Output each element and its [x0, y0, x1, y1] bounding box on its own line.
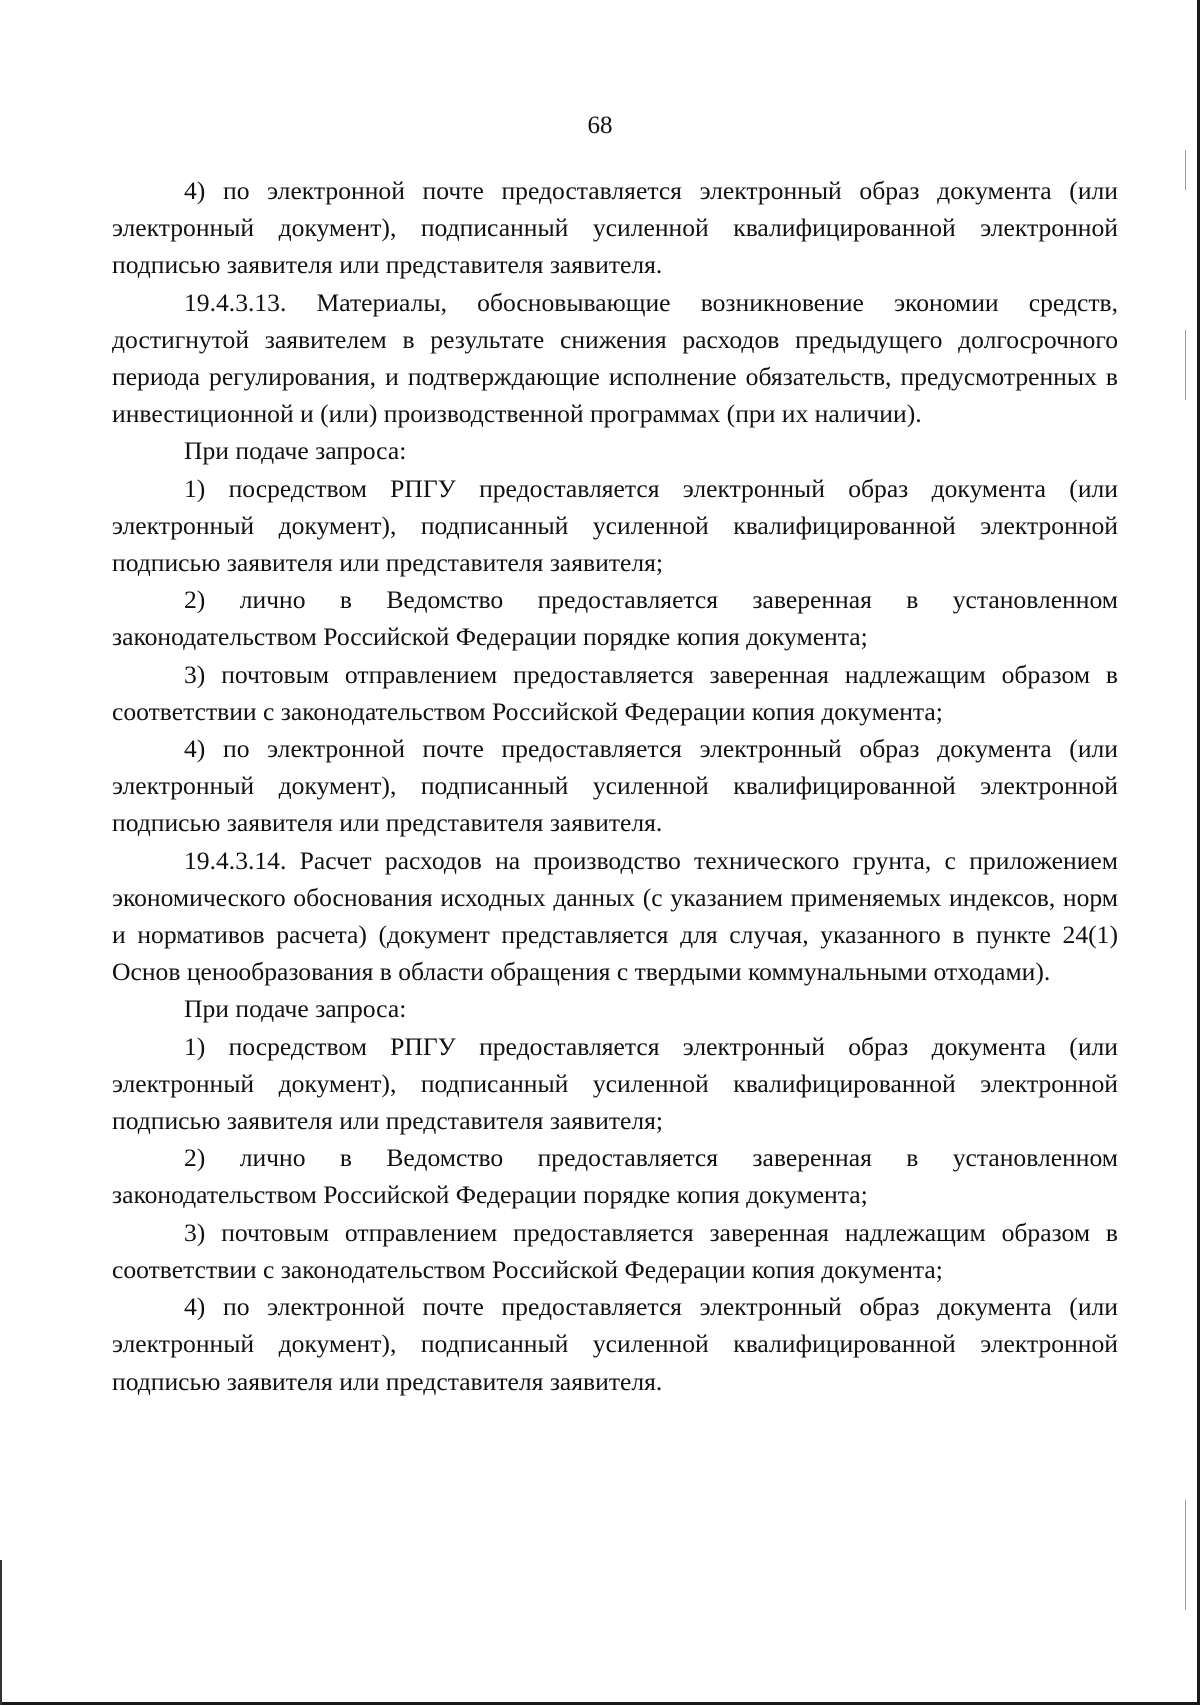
- paragraph-item-3-post-2: 3) почтовым отправлением предоставляется заверенная надлежащим образом в соответствии с законодательством Российской Федерации копия документа;: [112, 1217, 1118, 1284]
- document-body: [112, 172, 1118, 1400]
- paragraph-item-2-in-person-2: 2) лично в Ведомство предоставляется заверенная в установленном законодательством Российской Федерации порядке копия документа;: [112, 1143, 1118, 1210]
- paragraph-item-4-email-3: 4) по электронной почте предоставляется электронный образ документа (или электронный документ), подписанный усиленной квалифицированной электронной подписью заявителя или представителя заявителя.: [112, 1292, 1118, 1396]
- paragraph-item-4-email-2: 4) по электронной почте предоставляется электронный образ документа (или электронный документ), подписанный усиленной квалифицированной электронной подписью заявителя или представителя заявителя.: [112, 734, 1118, 838]
- paragraph-clause-19-4-3-13: 19.4.3.13. Материалы, обосновывающие возникновение экономии средств, достигнутой заявителем в результате снижения расходов предыдущего долгосрочного периода регулирования, и подтверждающие исполнение обязательств, предусмотренных в инвестиционной и (или) производственной программах (при их наличии).: [112, 287, 1118, 429]
- paragraph-submission-heading-1: При подаче запроса:: [184, 436, 407, 466]
- paragraph-item-2-in-person-1: 2) лично в Ведомство предоставляется заверенная в установленном законодательством Российской Федерации порядке копия документа;: [112, 585, 1118, 652]
- paragraph-submission-heading-2: При подаче запроса:: [184, 994, 407, 1024]
- scan-artifact-line: [1185, 330, 1186, 400]
- paragraph-clause-19-4-3-14: 19.4.3.14. Расчет расходов на производство технического грунта, с приложением экономического обоснования исходных данных (с указанием применяемых индексов, норм и нормативов расчета) (документ представляется для случая, указанного в пункте 24(1) Основ ценообразования в области обращения с твердыми коммунальными отходами).: [112, 845, 1118, 987]
- scan-artifact-line: [1185, 1500, 1186, 1610]
- paragraph-item-1-rpgu-1: 1) посредством РПГУ предоставляется электронный образ документа (или электронный документ), подписанный усиленной квалифицированной электронной подписью заявителя или представителя заявителя;: [112, 473, 1118, 578]
- paragraph-item-3-post-1: 3) почтовым отправлением предоставляется заверенная надлежащим образом в соответствии с законодательством Российской Федерации копия документа;: [112, 659, 1118, 726]
- paragraph-item-4-email-1: 4) по электронной почте предоставляется электронный образ документа (или электронный документ), подписанный усиленной квалифицированной электронной подписью заявителя или представителя заявителя.: [112, 176, 1118, 280]
- scan-artifact-line: [1185, 150, 1186, 190]
- paragraph-item-1-rpgu-2: 1) посредством РПГУ предоставляется электронный образ документа (или электронный документ), подписанный усиленной квалифицированной электронной подписью заявителя или представителя заявителя;: [112, 1031, 1118, 1136]
- page-number: 68: [587, 112, 613, 139]
- scan-edge-left: [0, 1560, 2, 1705]
